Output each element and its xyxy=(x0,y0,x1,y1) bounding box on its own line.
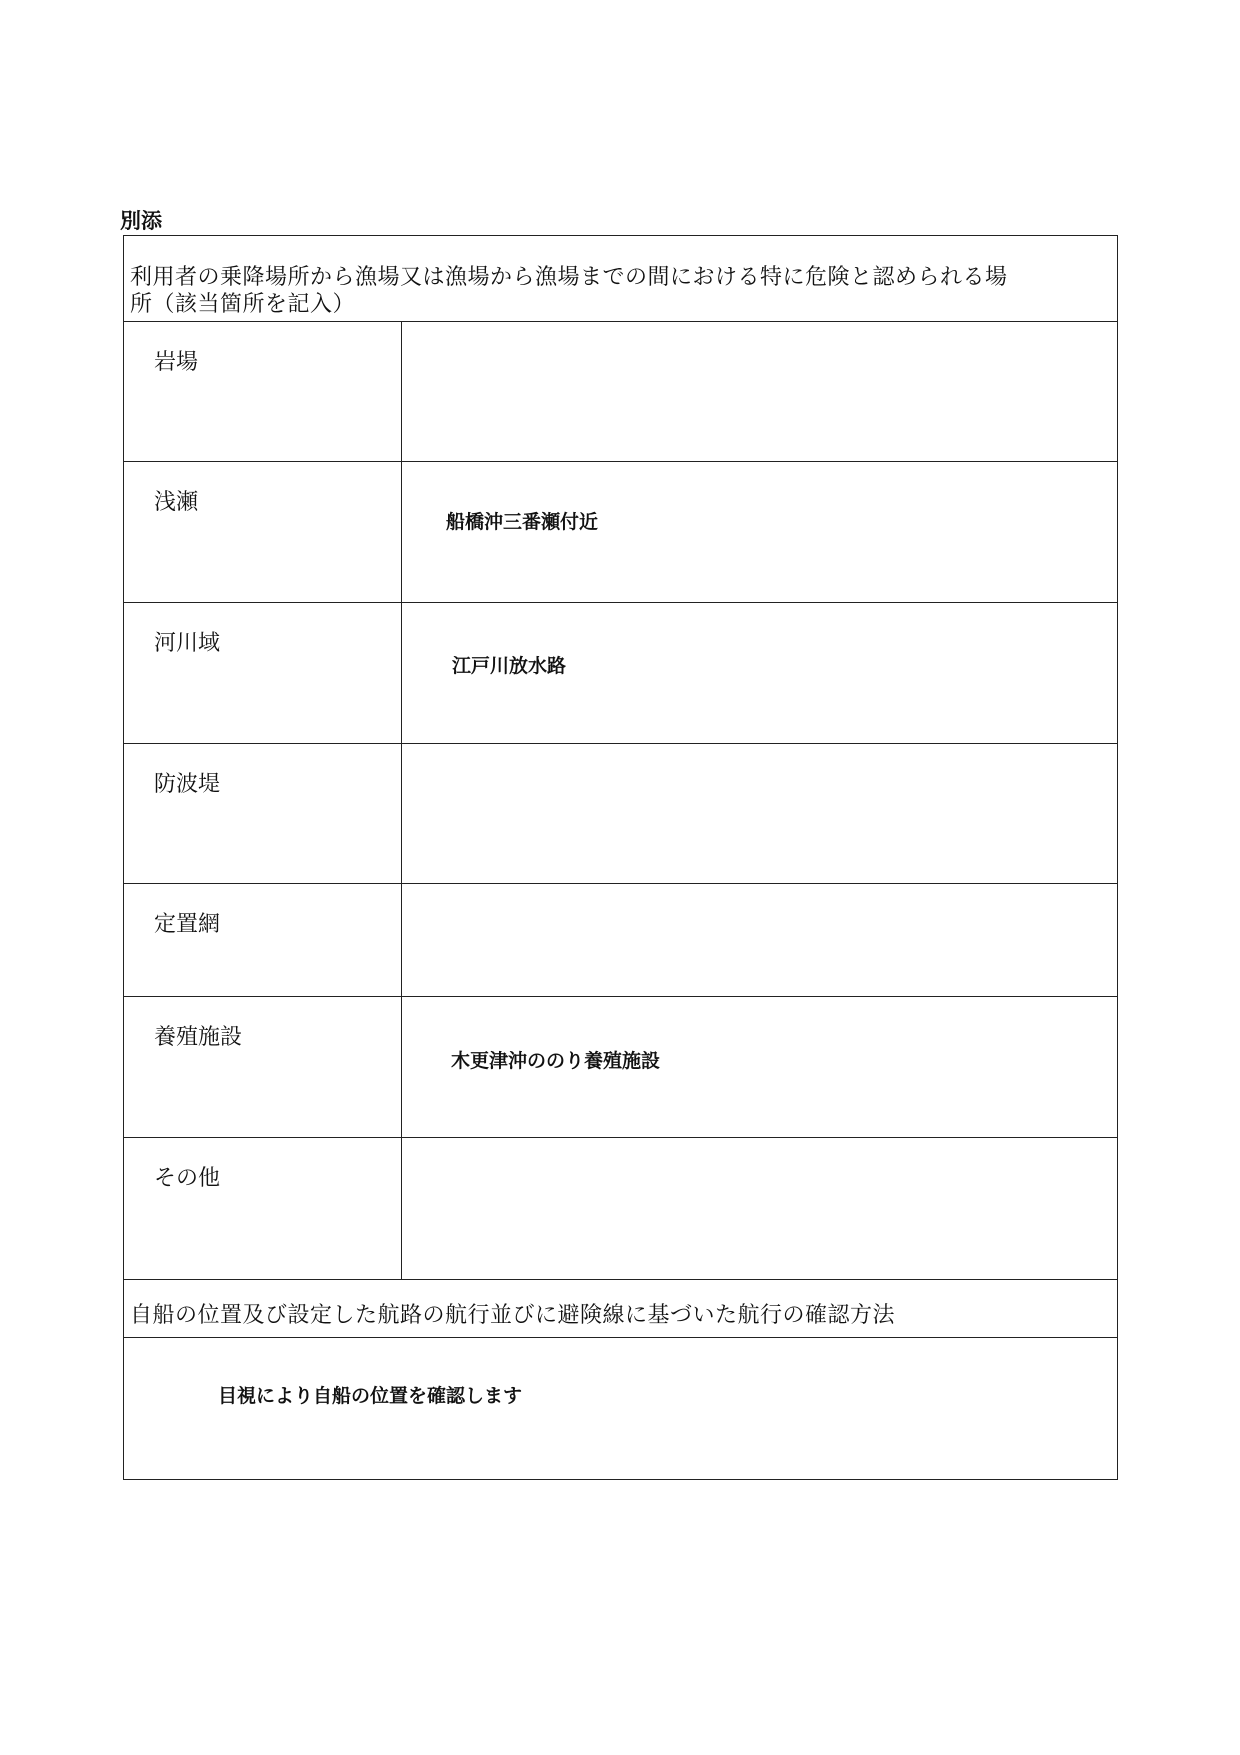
hazard-row-label: 定置網 xyxy=(154,912,221,937)
attachment-label: 別添 xyxy=(120,209,162,233)
hazard-row-label: その他 xyxy=(154,1166,221,1191)
hazard-row-value-cell[interactable] xyxy=(402,603,1117,743)
hazard-row-breakwater xyxy=(124,744,1117,884)
hazard-row-value-cell[interactable] xyxy=(402,1138,1117,1279)
hazard-row-value-cell[interactable] xyxy=(402,322,1117,461)
hazard-row-label: 浅瀬 xyxy=(154,490,199,515)
hazard-row-value-cell[interactable] xyxy=(402,884,1117,996)
hazard-form-table xyxy=(123,235,1118,1480)
hazard-row-aquaculture xyxy=(124,997,1117,1138)
hazard-row-label: 岩場 xyxy=(154,350,199,375)
hazard-row-rocks xyxy=(124,322,1117,462)
hazard-row-value: 江戸川放水路 xyxy=(452,655,567,677)
hazard-row-set-net xyxy=(124,884,1117,997)
hazard-heading-line2: 所（該当箇所を記入） xyxy=(130,292,356,317)
navigation-method-heading: 自船の位置及び設定した航路の航行並びに避険線に基づいた航行の確認方法 xyxy=(124,1280,1117,1338)
navigation-method-value: 目視により自船の位置を確認します xyxy=(218,1385,523,1407)
hazard-row-shallows xyxy=(124,462,1117,603)
hazard-heading-line1: 利用者の乗降場所から漁場又は漁場から漁場までの間における特に危険と認められる場 xyxy=(130,265,1008,290)
hazard-row-value-cell[interactable] xyxy=(402,462,1117,602)
hazard-row-label: 河川域 xyxy=(154,631,221,656)
navigation-method-cell[interactable] xyxy=(124,1338,1117,1479)
hazard-row-value: 木更津沖ののり養殖施設 xyxy=(451,1050,661,1072)
hazard-row-value-cell[interactable] xyxy=(402,997,1117,1137)
hazard-row-label: 防波堤 xyxy=(154,772,221,797)
hazard-section-heading xyxy=(124,236,1117,322)
hazard-row-other xyxy=(124,1138,1117,1280)
hazard-row-value: 船橋沖三番瀬付近 xyxy=(446,511,599,533)
hazard-row-river xyxy=(124,603,1117,744)
hazard-row-value-cell[interactable] xyxy=(402,744,1117,883)
hazard-row-label: 養殖施設 xyxy=(154,1025,243,1050)
